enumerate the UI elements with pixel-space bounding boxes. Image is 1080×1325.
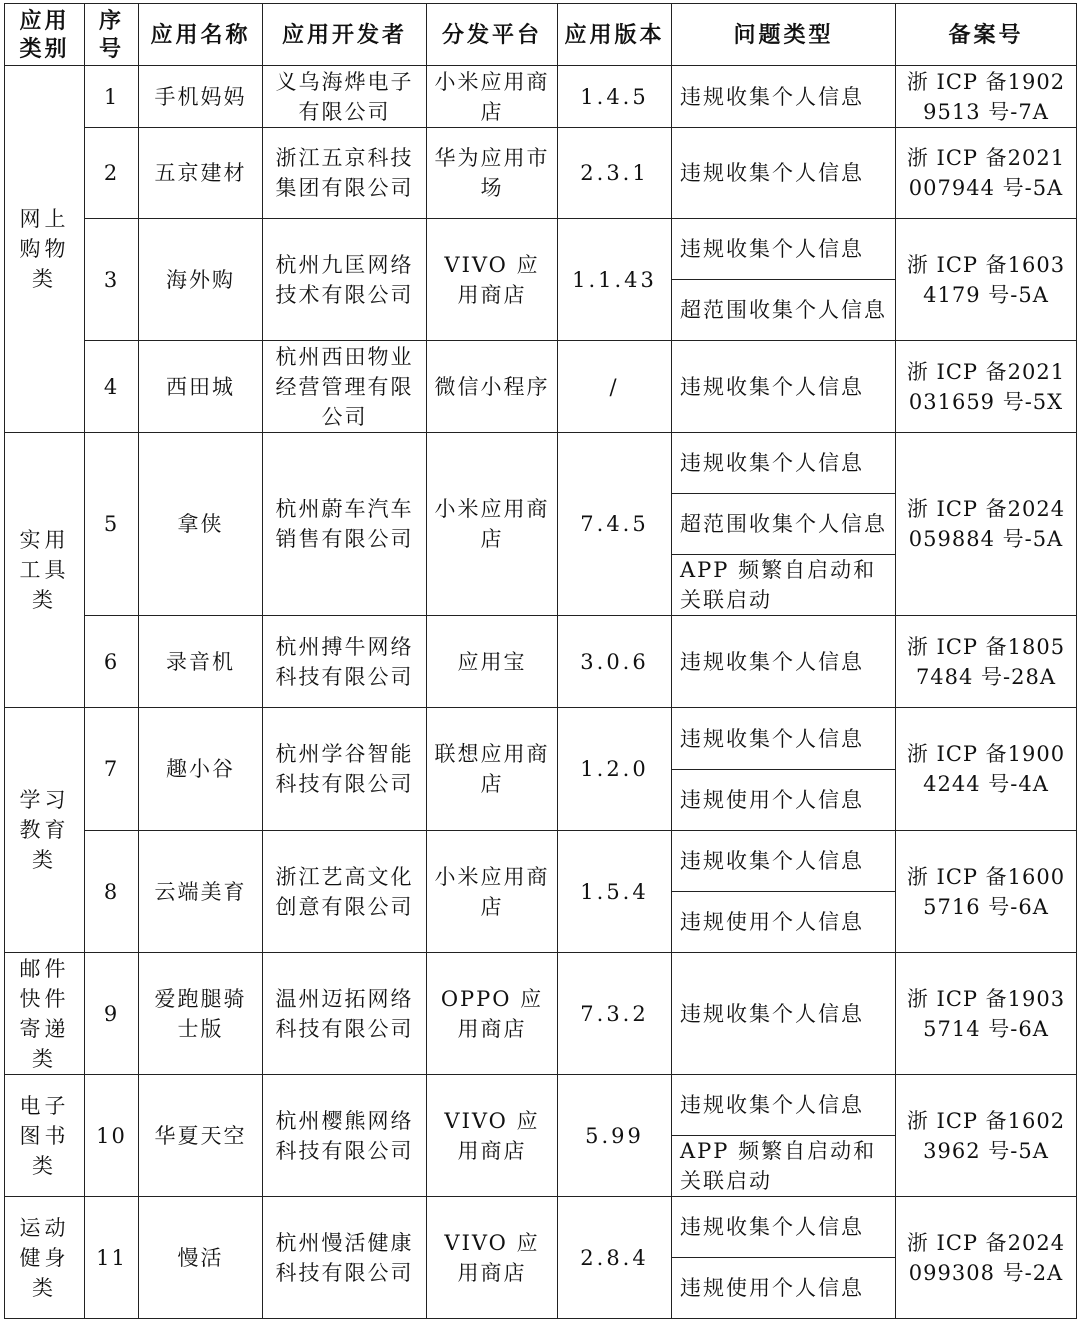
- platform-cell: 联想应用商店: [427, 708, 558, 831]
- version-cell: 1.2.0: [558, 708, 672, 831]
- issue-cell: 违规收集个人信息: [672, 953, 896, 1075]
- table-row: [5, 1197, 1077, 1319]
- issue-item: 违规收集个人信息: [680, 726, 864, 751]
- app-name-cell: 云端美育: [139, 831, 263, 953]
- no-cell: 6: [85, 616, 139, 708]
- no-cell: 9: [85, 953, 139, 1075]
- header-no: 序号: [85, 4, 139, 66]
- issue-item: 超范围收集个人信息: [672, 493, 895, 554]
- issue-item: 违规使用个人信息: [672, 769, 895, 830]
- platform-cell: OPPO 应用商店: [427, 953, 558, 1075]
- no-cell: 7: [85, 708, 139, 831]
- table-row: [5, 953, 1077, 1075]
- category-cell: 实用工具类: [5, 433, 85, 708]
- issue-item: APP 频繁自启动和关联启动: [672, 554, 895, 615]
- record-number-cell: 浙 ICP 备2021031659 号-5X: [896, 341, 1077, 433]
- developer-cell: 杭州慢活健康科技有限公司: [263, 1197, 427, 1319]
- no-cell: 5: [85, 433, 139, 616]
- issue-cell: 违规收集个人信息: [672, 341, 896, 433]
- app-name-cell: 西田城: [139, 341, 263, 433]
- issue-item: 超范围收集个人信息: [672, 279, 895, 340]
- version-cell: 1.1.43: [558, 219, 672, 341]
- app-name-cell: 海外购: [139, 219, 263, 341]
- issue-item: 违规收集个人信息: [680, 237, 864, 262]
- platform-cell: 微信小程序: [427, 341, 558, 433]
- table-row: [5, 128, 1077, 219]
- platform-cell: 小米应用商店: [427, 433, 558, 616]
- issue-item: 违规收集个人信息: [680, 1093, 864, 1117]
- app-name-cell: 趣小谷: [139, 708, 263, 831]
- no-cell: 1: [85, 66, 139, 128]
- developer-cell: 浙江艺高文化创意有限公司: [263, 831, 427, 953]
- record-number-cell: 浙 ICP 备2021007944 号-5A: [896, 128, 1077, 219]
- app-name-cell: 拿侠: [139, 433, 263, 616]
- table-row: [5, 1075, 1077, 1197]
- platform-cell: 华为应用市场: [427, 128, 558, 219]
- header-record: 备案号: [896, 4, 1077, 66]
- app-violation-table: [4, 3, 1077, 1319]
- platform-cell: 小米应用商店: [427, 831, 558, 953]
- record-number-cell: 浙 ICP 备18057484 号-28A: [896, 616, 1077, 708]
- platform-cell: VIVO 应用商店: [427, 1075, 558, 1197]
- record-number-cell: 浙 ICP 备19004244 号-4A: [896, 708, 1077, 831]
- app-name-cell: 华夏天空: [139, 1075, 263, 1197]
- version-cell: 1.4.5: [558, 66, 672, 128]
- table-row: [5, 66, 1077, 128]
- issue-cell: [672, 831, 896, 953]
- app-name-cell: 五京建材: [139, 128, 263, 219]
- developer-cell: 温州迈拓网络科技有限公司: [263, 953, 427, 1075]
- category-cell: 网上购物类: [5, 66, 85, 433]
- platform-cell: VIVO 应用商店: [427, 219, 558, 341]
- category-cell: 电子图书类: [5, 1075, 85, 1197]
- version-cell: 2.8.4: [558, 1197, 672, 1319]
- issue-cell: [672, 1197, 896, 1319]
- version-cell: 7.4.5: [558, 433, 672, 616]
- version-cell: 1.5.4: [558, 831, 672, 953]
- header-name: 应用名称: [139, 4, 263, 66]
- record-number-cell: 浙 ICP 备16034179 号-5A: [896, 219, 1077, 341]
- developer-cell: 义乌海烨电子有限公司: [263, 66, 427, 128]
- developer-cell: 杭州樱熊网络科技有限公司: [263, 1075, 427, 1197]
- table-row: [5, 831, 1077, 953]
- category-cell: 学习教育类: [5, 708, 85, 953]
- app-name-cell: 爱跑腿骑士版: [139, 953, 263, 1075]
- no-cell: 10: [85, 1075, 139, 1197]
- table-row: [5, 708, 1077, 831]
- version-cell: 2.3.1: [558, 128, 672, 219]
- platform-cell: 应用宝: [427, 616, 558, 708]
- issue-cell: 违规收集个人信息: [672, 128, 896, 219]
- record-number-cell: 浙 ICP 备2024099308 号-2A: [896, 1197, 1077, 1319]
- issue-cell: [672, 1075, 896, 1197]
- issue-item: 违规收集个人信息: [680, 1215, 864, 1240]
- version-cell: 7.3.2: [558, 953, 672, 1075]
- issue-item: 违规收集个人信息: [680, 451, 864, 476]
- table-row: [5, 219, 1077, 341]
- version-cell: 3.0.6: [558, 616, 672, 708]
- header-version: 应用版本: [558, 4, 672, 66]
- version-cell: 5.99: [558, 1075, 672, 1197]
- app-name-cell: 慢活: [139, 1197, 263, 1319]
- record-number-cell: 浙 ICP 备16005716 号-6A: [896, 831, 1077, 953]
- header-category: 应用类别: [5, 4, 85, 66]
- record-number-cell: 浙 ICP 备19035714 号-6A: [896, 953, 1077, 1075]
- table-row: [5, 616, 1077, 708]
- developer-cell: 杭州九匡网络技术有限公司: [263, 219, 427, 341]
- no-cell: 4: [85, 341, 139, 433]
- issue-cell: [672, 433, 896, 616]
- app-name-cell: 录音机: [139, 616, 263, 708]
- platform-cell: 小米应用商店: [427, 66, 558, 128]
- header-platform: 分发平台: [427, 4, 558, 66]
- table-row: [5, 341, 1077, 433]
- issue-cell: 违规收集个人信息: [672, 66, 896, 128]
- no-cell: 2: [85, 128, 139, 219]
- developer-cell: 杭州蔚车汽车销售有限公司: [263, 433, 427, 616]
- header-row: [5, 4, 1077, 66]
- header-developer: 应用开发者: [263, 4, 427, 66]
- issue-cell: 违规收集个人信息: [672, 616, 896, 708]
- app-name-cell: 手机妈妈: [139, 66, 263, 128]
- developer-cell: 杭州学谷智能科技有限公司: [263, 708, 427, 831]
- table-row: [5, 433, 1077, 616]
- developer-cell: 杭州西田物业经营管理有限公司: [263, 341, 427, 433]
- record-number-cell: 浙 ICP 备2024059884 号-5A: [896, 433, 1077, 616]
- no-cell: 11: [85, 1197, 139, 1319]
- developer-cell: 浙江五京科技集团有限公司: [263, 128, 427, 219]
- category-cell: 运动健身类: [5, 1197, 85, 1319]
- issue-item: APP 频繁自启动和关联启动: [672, 1135, 895, 1196]
- category-cell: 邮件快件寄递类: [5, 953, 85, 1075]
- record-number-cell: 浙 ICP 备16023962 号-5A: [896, 1075, 1077, 1197]
- developer-cell: 杭州搏牛网络科技有限公司: [263, 616, 427, 708]
- no-cell: 8: [85, 831, 139, 953]
- record-number-cell: 浙 ICP 备19029513 号-7A: [896, 66, 1077, 128]
- version-cell: /: [558, 341, 672, 433]
- platform-cell: VIVO 应用商店: [427, 1197, 558, 1319]
- issue-cell: [672, 708, 896, 831]
- no-cell: 3: [85, 219, 139, 341]
- issue-cell: [672, 219, 896, 341]
- table-body: [5, 66, 1077, 1319]
- issue-item: 违规使用个人信息: [672, 1257, 895, 1318]
- issue-item: 违规使用个人信息: [672, 891, 895, 952]
- issue-item: 违规收集个人信息: [680, 849, 864, 874]
- header-issue: 问题类型: [672, 4, 896, 66]
